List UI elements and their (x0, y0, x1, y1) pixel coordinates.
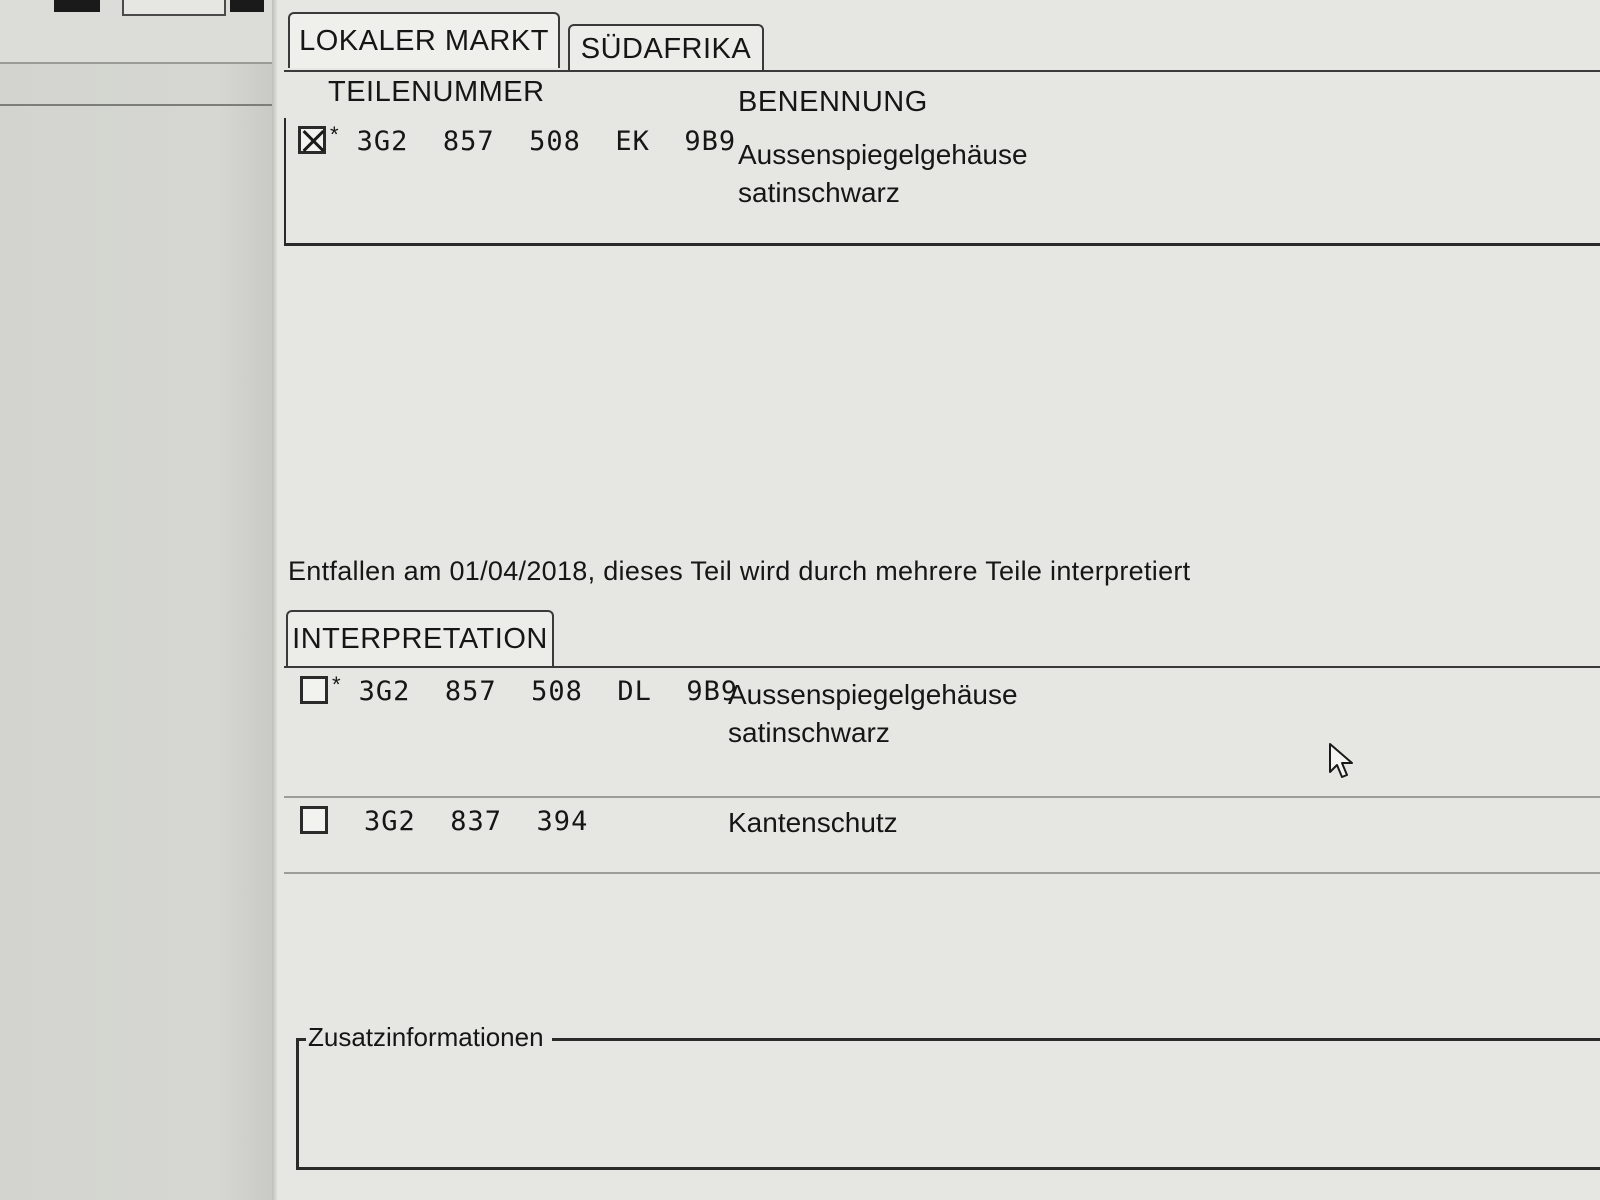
mouse-pointer-icon (1328, 742, 1358, 782)
interpretation-tab-border (284, 666, 1600, 668)
toolbar-field[interactable] (122, 0, 226, 16)
part-number: 3G2 857 508 EK 9B9 (356, 126, 737, 157)
left-panel (0, 0, 272, 1200)
tab-lokaler-markt[interactable]: LOKALER MARKT (288, 12, 560, 68)
column-header-benennung[interactable]: BENENNUNG (738, 86, 928, 118)
part-description (728, 804, 898, 842)
column-header-teilenummer[interactable]: TEILENUMMER (328, 76, 545, 108)
parts-panel (278, 0, 1600, 1200)
part-description-line2: satinschwarz (738, 177, 900, 208)
zusatzinformationen-box (296, 1038, 1600, 1170)
selected-part-row[interactable] (298, 122, 737, 157)
part-description (738, 136, 1028, 212)
row-separator (284, 796, 1600, 798)
part-marker: * (330, 122, 339, 147)
status-notice: Entfallen am 01/04/2018, dieses Teil wird durch mehrere Teile interpretiert (288, 556, 1191, 586)
tab-strip-border (284, 70, 1600, 72)
part-number: 3G2 857 508 DL 9B9 (358, 676, 739, 707)
interpretation-row[interactable] (300, 672, 739, 707)
part-description (728, 676, 1018, 752)
row-separator (284, 872, 1600, 874)
left-divider-line (0, 104, 272, 106)
toolbar-block[interactable] (230, 0, 264, 12)
interpretation-checkbox[interactable] (300, 806, 328, 834)
part-marker: * (332, 672, 341, 697)
interpretation-row[interactable] (300, 806, 588, 837)
part-description-line1: Aussenspiegelgehäuse (738, 139, 1028, 170)
part-description-line2: satinschwarz (728, 717, 890, 748)
tab-suedafrika[interactable]: SÜDAFRIKA (568, 24, 764, 72)
part-number: 3G2 837 394 (364, 806, 589, 837)
tab-interpretation[interactable]: INTERPRETATION (286, 610, 554, 666)
zusatzinformationen-label: Zusatzinformationen (306, 1022, 552, 1053)
interpretation-checkbox[interactable] (300, 676, 328, 704)
part-description-line1: Kantenschutz (728, 807, 898, 838)
toolbar-block[interactable] (54, 0, 100, 12)
part-description-line1: Aussenspiegelgehäuse (728, 679, 1018, 710)
selected-part-checkbox[interactable] (298, 126, 326, 154)
